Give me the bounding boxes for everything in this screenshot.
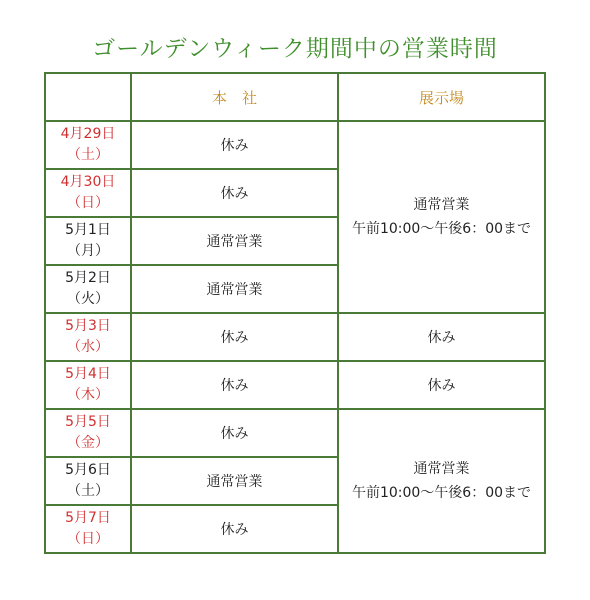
date-cell xyxy=(45,313,131,361)
hq-column-header: 本 社 xyxy=(131,73,338,121)
weekday-label: （火） xyxy=(67,291,109,307)
weekday-label: （水） xyxy=(67,339,109,355)
header-row xyxy=(45,73,545,121)
showroom-column-header: 展示場 xyxy=(338,73,545,121)
date-label: 5月5日 xyxy=(65,414,111,430)
showroom-hours-label: 午前10:00～午後6：00まで xyxy=(351,485,532,501)
date-label: 4月30日 xyxy=(60,174,116,190)
table-row xyxy=(45,361,545,409)
table-row xyxy=(45,409,545,457)
date-label: 5月4日 xyxy=(65,366,111,382)
date-cell xyxy=(45,121,131,169)
business-hours-table xyxy=(44,72,546,554)
showroom-status-cell: 休み xyxy=(338,361,545,409)
date-cell xyxy=(45,457,131,505)
date-cell xyxy=(45,169,131,217)
showroom-status-label: 通常営業 xyxy=(413,197,470,213)
weekday-label: （土） xyxy=(67,147,109,163)
showroom-status-cell xyxy=(338,409,545,553)
showroom-hours-label: 午前10:00～午後6：00まで xyxy=(351,221,532,237)
weekday-label: （日） xyxy=(67,195,109,211)
hq-status-cell: 通常営業 xyxy=(131,457,338,505)
date-label: 5月3日 xyxy=(65,318,111,334)
hq-status-cell: 休み xyxy=(131,121,338,169)
date-cell xyxy=(45,265,131,313)
weekday-label: （日） xyxy=(67,531,109,547)
hq-status-cell: 休み xyxy=(131,313,338,361)
date-cell xyxy=(45,505,131,553)
weekday-label: （木） xyxy=(67,387,109,403)
weekday-label: （金） xyxy=(67,435,109,451)
date-cell xyxy=(45,217,131,265)
hq-status-cell: 休み xyxy=(131,505,338,553)
date-label: 4月29日 xyxy=(60,126,116,142)
page-title: ゴールデンウィーク期間中の営業時間 xyxy=(92,36,498,62)
weekday-label: （土） xyxy=(67,483,109,499)
date-label: 5月6日 xyxy=(65,462,111,478)
hq-status-cell: 通常営業 xyxy=(131,217,338,265)
hq-status-cell: 休み xyxy=(131,169,338,217)
hq-status-cell: 休み xyxy=(131,361,338,409)
table-row xyxy=(45,121,545,169)
date-label: 5月1日 xyxy=(65,222,111,238)
showroom-status-label: 通常営業 xyxy=(413,461,470,477)
table-row xyxy=(45,313,545,361)
hq-status-cell: 通常営業 xyxy=(131,265,338,313)
date-column-header xyxy=(45,73,131,121)
date-cell xyxy=(45,409,131,457)
date-cell xyxy=(45,361,131,409)
date-label: 5月2日 xyxy=(65,270,111,286)
weekday-label: （月） xyxy=(67,243,109,259)
hq-status-cell: 休み xyxy=(131,409,338,457)
showroom-status-cell: 休み xyxy=(338,313,545,361)
date-label: 5月7日 xyxy=(65,510,111,526)
showroom-status-cell xyxy=(338,121,545,313)
